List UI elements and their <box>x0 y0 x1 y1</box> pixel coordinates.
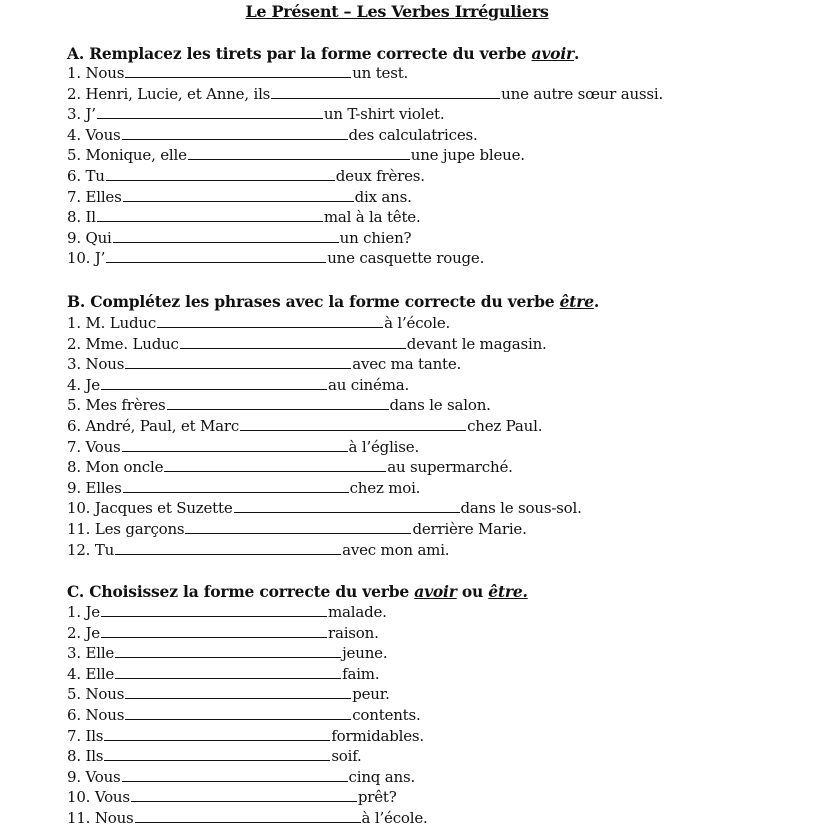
item-ending: faim. <box>342 664 380 683</box>
item-ending: devant le magasin. <box>406 334 547 353</box>
item-ending: dans le sous-sol. <box>460 499 582 518</box>
item-subject: 10. J’ <box>67 249 106 268</box>
answer-blank[interactable] <box>123 187 354 202</box>
item-ending: avec mon ami. <box>342 540 450 559</box>
exercise-item <box>67 643 387 663</box>
exercise-item <box>67 684 390 704</box>
page-title: Le Présent – Les Verbes Irréguliers <box>245 2 549 21</box>
item-subject: 2. Je <box>67 623 100 642</box>
exercise-item <box>67 395 491 415</box>
exercise-item <box>67 726 424 746</box>
item-ending: une casquette rouge. <box>327 249 485 268</box>
exercise-item <box>67 104 444 124</box>
answer-blank[interactable] <box>240 416 466 431</box>
answer-blank[interactable] <box>101 623 327 638</box>
section-c-heading-mid: ou <box>456 582 489 601</box>
section-c-verb-etre: être. <box>488 582 528 601</box>
item-ending: prêt? <box>357 788 397 807</box>
answer-blank[interactable] <box>122 125 348 140</box>
exercise-item <box>67 207 421 227</box>
item-subject: 4. Elle <box>67 664 115 683</box>
section-b-heading-text: B. Complétez les phrases avec la forme correcte du verbe <box>67 292 560 311</box>
item-ending: dix ans. <box>354 187 412 206</box>
item-subject: 4. Je <box>67 375 100 394</box>
item-ending: des calculatrices. <box>348 125 478 144</box>
item-ending: peur. <box>352 685 390 704</box>
answer-blank[interactable] <box>123 478 349 493</box>
answer-blank[interactable] <box>122 767 348 782</box>
exercise-item <box>67 187 412 207</box>
answer-blank[interactable] <box>115 664 341 679</box>
answer-blank[interactable] <box>101 375 327 390</box>
answer-blank[interactable] <box>234 498 460 513</box>
exercise-item <box>67 746 362 766</box>
item-subject: 8. Ils <box>67 747 104 766</box>
exercise-item <box>67 767 415 787</box>
item-subject: 6. André, Paul, et Marc <box>67 417 240 435</box>
item-ending: à l’école. <box>361 809 428 827</box>
section-b-heading-suffix: . <box>593 292 600 311</box>
item-ending: malade. <box>327 603 387 621</box>
item-subject: 1. Je <box>67 603 100 621</box>
exercise-item <box>67 228 411 248</box>
exercise-item <box>67 125 478 145</box>
item-subject: 10. Jacques et Suzette <box>67 499 233 518</box>
item-subject: 7. Ils <box>67 726 104 745</box>
exercise-item <box>67 354 461 374</box>
answer-blank[interactable] <box>125 684 351 699</box>
item-subject: 5. Nous <box>67 685 125 704</box>
section-a-heading <box>67 44 579 63</box>
section-b-verb: être <box>559 292 594 311</box>
item-ending: dans le salon. <box>389 396 491 415</box>
item-ending: à l’église. <box>348 437 420 456</box>
section-a-verb: avoir <box>531 44 574 63</box>
item-subject: 7. Vous <box>67 437 121 456</box>
exercise-item <box>67 416 542 436</box>
exercise-item <box>67 84 663 104</box>
answer-blank[interactable] <box>101 602 327 617</box>
item-subject: 3. Nous <box>67 355 125 374</box>
answer-blank[interactable] <box>125 354 351 369</box>
item-subject: 9. Qui <box>67 228 112 247</box>
item-ending: mal à la tête. <box>323 208 421 227</box>
exercise-item <box>67 808 428 828</box>
answer-blank[interactable] <box>157 313 383 328</box>
section-c-heading-text: C. Choisissez la forme correcte du verbe <box>67 582 415 601</box>
answer-blank[interactable] <box>97 207 323 222</box>
item-subject: 4. Vous <box>67 125 121 144</box>
item-ending: formidables. <box>331 726 424 745</box>
item-subject: 6. Nous <box>67 706 125 724</box>
item-ending: un chien? <box>339 228 412 247</box>
answer-blank[interactable] <box>106 166 335 181</box>
answer-blank[interactable] <box>125 705 351 720</box>
item-ending: à l’école. <box>384 314 451 332</box>
answer-blank[interactable] <box>104 726 330 741</box>
item-ending: un T-shirt violet. <box>323 105 445 124</box>
exercise-item <box>67 787 397 807</box>
item-ending: chez moi. <box>349 478 421 497</box>
answer-blank[interactable] <box>188 145 410 160</box>
exercise-item <box>67 540 449 560</box>
item-ending: un test. <box>352 64 409 82</box>
section-a-heading-suffix: . <box>573 44 580 63</box>
section-b-heading <box>67 292 599 311</box>
section-a-heading-text: A. Remplacez les tirets par la forme correcte du verbe <box>67 44 532 63</box>
answer-blank[interactable] <box>125 63 351 78</box>
answer-blank[interactable] <box>164 457 386 472</box>
answer-blank[interactable] <box>97 104 323 119</box>
item-subject: 10. Vous <box>67 788 130 807</box>
exercise-item <box>67 457 513 477</box>
item-subject: 12. Tu <box>67 540 115 559</box>
exercise-item <box>67 145 525 165</box>
exercise-item <box>67 437 419 457</box>
answer-blank[interactable] <box>122 437 348 452</box>
item-ending: au cinéma. <box>327 375 410 394</box>
item-ending: jeune. <box>342 644 388 663</box>
exercise-item <box>67 664 379 684</box>
answer-blank[interactable] <box>115 540 341 555</box>
item-subject: 9. Vous <box>67 767 121 786</box>
item-subject: 1. M. Luduc <box>67 314 157 332</box>
item-subject: 8. Il <box>67 208 96 227</box>
item-subject: 11. Les garçons <box>67 520 185 538</box>
answer-blank[interactable] <box>115 643 341 658</box>
section-c-heading <box>67 582 528 601</box>
exercise-item <box>67 602 387 622</box>
item-ending: derrière Marie. <box>412 520 527 538</box>
item-ending: une jupe bleue. <box>410 146 525 165</box>
answer-blank[interactable] <box>104 746 330 761</box>
item-subject: 5. Mes frères <box>67 396 166 415</box>
item-ending: soif. <box>331 747 362 766</box>
exercise-item <box>67 248 484 268</box>
answer-blank[interactable] <box>135 808 361 823</box>
item-ending: avec ma tante. <box>352 355 462 374</box>
exercise-item <box>67 334 547 354</box>
item-subject: 6. Tu <box>67 167 105 185</box>
exercise-item <box>67 63 408 83</box>
exercise-item <box>67 519 527 539</box>
item-ending: raison. <box>327 623 379 642</box>
item-subject: 9. Elles <box>67 478 122 497</box>
answer-blank[interactable] <box>271 84 500 99</box>
item-ending: contents. <box>352 706 421 724</box>
answer-blank[interactable] <box>106 248 326 263</box>
exercise-item <box>67 166 425 186</box>
answer-blank[interactable] <box>185 519 411 534</box>
item-subject: 5. Monique, elle <box>67 146 187 165</box>
exercise-item <box>67 498 582 518</box>
item-ending: cinq ans. <box>348 767 416 786</box>
item-ending: deux frères. <box>335 167 425 185</box>
exercise-item <box>67 623 379 643</box>
section-c-verb-avoir: avoir <box>414 582 457 601</box>
item-subject: 2. Mme. Luduc <box>67 334 179 353</box>
item-subject: 11. Nous <box>67 809 134 827</box>
answer-blank[interactable] <box>131 787 357 802</box>
item-subject: 3. J’ <box>67 105 96 124</box>
item-ending: chez Paul. <box>467 417 543 435</box>
exercise-item <box>67 375 409 395</box>
answer-blank[interactable] <box>167 395 389 410</box>
answer-blank[interactable] <box>113 228 339 243</box>
item-ending: une autre sœur aussi. <box>501 84 664 103</box>
exercise-item <box>67 313 450 333</box>
item-subject: 8. Mon oncle <box>67 458 164 477</box>
item-subject: 2. Henri, Lucie, et Anne, ils <box>67 84 271 103</box>
item-subject: 3. Elle <box>67 644 115 663</box>
answer-blank[interactable] <box>180 334 406 349</box>
exercise-item <box>67 705 421 725</box>
item-subject: 7. Elles <box>67 187 122 206</box>
item-subject: 1. Nous <box>67 64 125 82</box>
item-ending: au supermarché. <box>387 458 513 477</box>
exercise-item <box>67 478 420 498</box>
